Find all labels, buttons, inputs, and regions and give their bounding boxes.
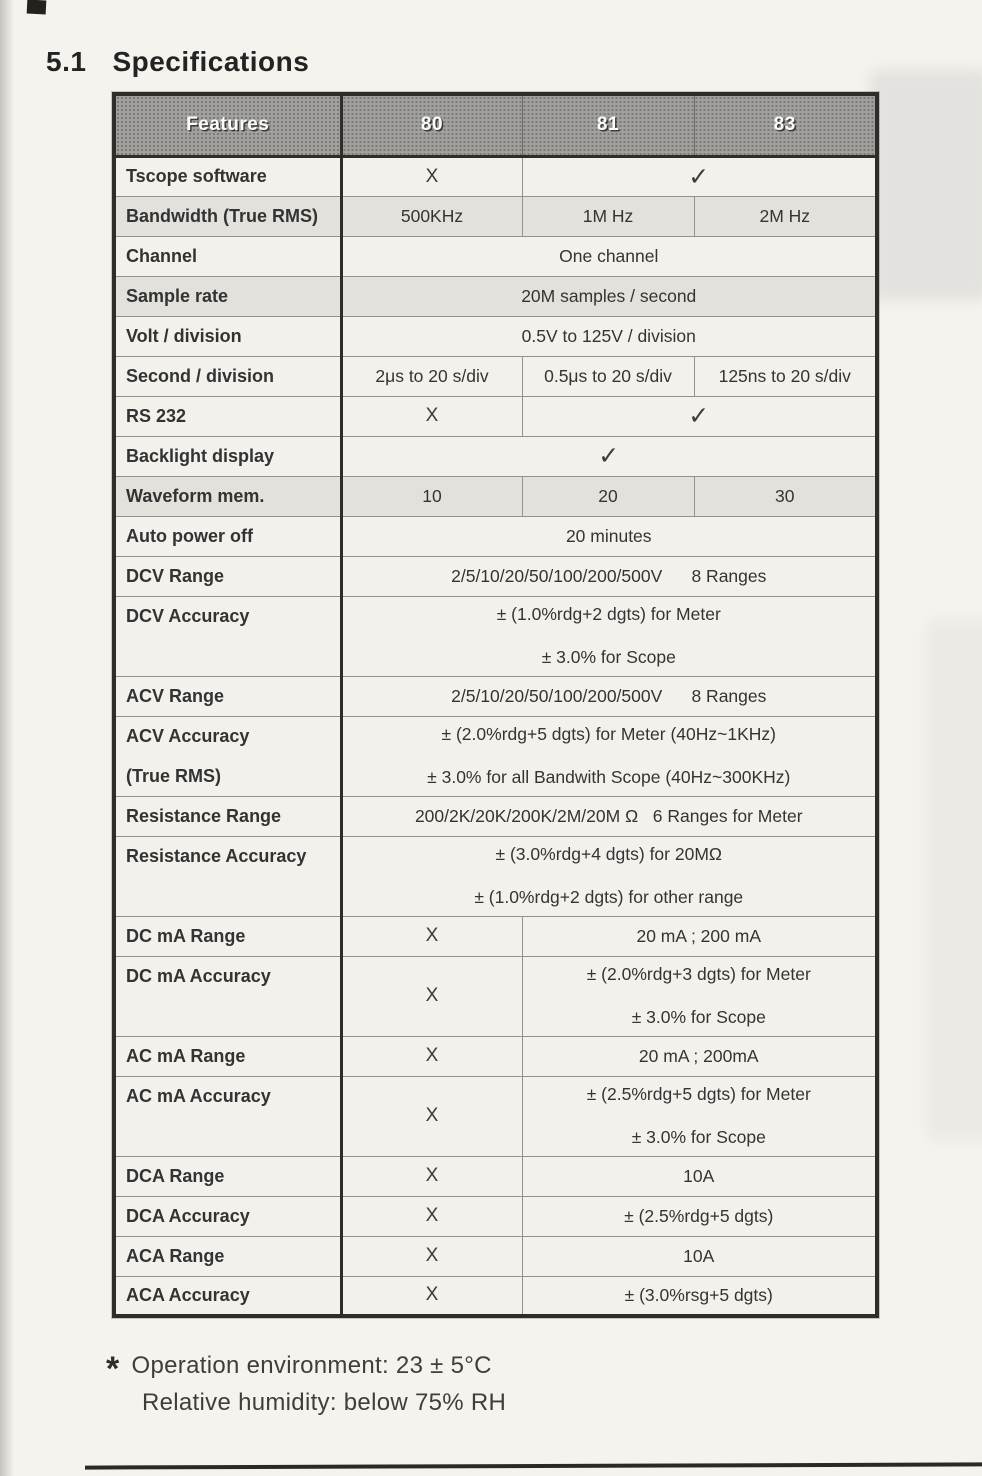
asterisk-marker: *: [106, 1350, 120, 1388]
text-line: 200/2K/20K/200K/2M/20M Ω 6 Ranges for Meter: [414, 805, 803, 826]
spec-value: [341, 476, 522, 516]
text-line: X: [425, 1205, 439, 1226]
text-line: 20M samples / second: [521, 285, 697, 306]
text-line: 20 mA ; 200mA: [638, 1045, 759, 1066]
header-features: Features: [114, 94, 341, 156]
text-line: 125ns to 20 s/div: [718, 365, 851, 386]
table-row: [114, 316, 877, 356]
check-mark: [341, 436, 877, 476]
text-line: ± (3.0%rdg+4 dgts) for 20MΩ: [495, 844, 722, 864]
table-row: [114, 236, 877, 276]
spec-value: [341, 196, 522, 236]
feature-label: [114, 1156, 341, 1196]
text-line: X: [425, 165, 439, 187]
section-name: Specifications: [112, 46, 310, 77]
text-line: 20: [598, 485, 618, 506]
table-row: [114, 596, 877, 676]
spec-value: [341, 676, 877, 716]
text-line: DC mA Accuracy: [126, 965, 271, 986]
table-row: [114, 716, 877, 796]
table-row: [114, 1076, 877, 1156]
text-line: X: [425, 1245, 439, 1266]
not-available-mark: [341, 156, 522, 196]
spec-value: [694, 476, 877, 516]
feature-label: [114, 396, 341, 436]
spec-value: [341, 236, 877, 276]
table-row: [114, 396, 877, 436]
spec-value: [522, 476, 694, 516]
spec-value: [341, 836, 877, 916]
feature-label: [114, 676, 341, 716]
table-row: [114, 676, 877, 716]
spec-value: [694, 356, 877, 396]
text-line: ✓: [688, 162, 710, 191]
text-line: (True RMS): [126, 765, 222, 786]
text-line: AC mA Range: [126, 1045, 246, 1066]
spec-value: [522, 916, 877, 956]
feature-label: [114, 1036, 341, 1076]
text-line: Tscope software: [126, 166, 267, 186]
feature-label: [114, 556, 341, 596]
feature-label: [114, 916, 341, 956]
text-line: ± (1.0%rdg+2 dgts) for Meter: [496, 604, 721, 624]
spec-value: [694, 196, 877, 236]
text-line: Waveform mem.: [126, 485, 265, 506]
text-line: Second / division: [126, 365, 275, 386]
text-line: DCV Range: [126, 565, 225, 586]
feature-label: [114, 356, 341, 396]
table-header-row: [114, 94, 877, 156]
text-line: 1M Hz: [582, 205, 634, 226]
specifications-table: [112, 92, 879, 1318]
scan-artifact-mark: [27, 0, 47, 14]
text-line: 0.5V to 125V / division: [521, 325, 696, 346]
table-row: [114, 1036, 877, 1076]
feature-label: [114, 1276, 341, 1316]
header-model-80: 80: [341, 94, 522, 156]
text-line: 30: [775, 485, 795, 506]
feature-label: [114, 476, 341, 516]
text-line: 2M Hz: [759, 205, 811, 226]
text-line: 10A: [683, 1165, 715, 1186]
feature-label: [114, 716, 341, 796]
feature-label: [114, 156, 341, 196]
footnote-line1-text: Operation environment: 23 ± 5°C: [131, 1352, 492, 1379]
check-mark: [522, 396, 877, 436]
text-line: X: [425, 1105, 439, 1126]
footnote-line2-text: Relative humidity: below 75% RH: [142, 1389, 507, 1416]
text-line: 0.5μs to 20 s/div: [544, 365, 672, 386]
text-line: Sample rate: [126, 285, 229, 306]
text-line: ± 3.0% for all Bandwith Scope (40Hz~300KHz): [427, 767, 791, 787]
not-available-mark: [341, 396, 522, 436]
feature-label: [114, 836, 341, 916]
bleed-through-artifact: [870, 70, 982, 300]
text-line: 10: [422, 485, 442, 506]
not-available-mark: [341, 1036, 522, 1076]
not-available-mark: [341, 956, 522, 1036]
header-model-83: 83: [694, 94, 877, 156]
table-row: [114, 916, 877, 956]
text-line: X: [425, 405, 439, 426]
not-available-mark: [341, 916, 522, 956]
text-line: X: [425, 1045, 439, 1066]
text-line: ✓: [688, 402, 710, 430]
footnote-line-1: [106, 1350, 506, 1388]
text-line: ACV Range: [126, 685, 225, 706]
feature-label: [114, 436, 341, 476]
feature-label: [114, 276, 341, 316]
not-available-mark: [341, 1276, 522, 1316]
table-row: [114, 796, 877, 836]
feature-label: [114, 236, 341, 276]
text-line: Bandwidth (True RMS): [126, 205, 318, 226]
footnote: [106, 1352, 506, 1417]
text-line: Backlight display: [126, 445, 275, 466]
table-row: [114, 276, 877, 316]
text-line: X: [425, 1165, 439, 1186]
text-line: 10A: [683, 1245, 715, 1266]
not-available-mark: [341, 1196, 522, 1236]
spec-value: [522, 1196, 877, 1236]
text-line: DC mA Range: [126, 925, 246, 946]
spec-value: [341, 316, 877, 356]
spec-value: [341, 516, 877, 556]
spec-value: [522, 196, 694, 236]
text-line: Resistance Range: [126, 805, 282, 826]
spec-value: [522, 1276, 877, 1316]
text-line: Resistance Accuracy: [126, 845, 307, 866]
text-line: Channel: [126, 245, 198, 266]
text-line: DCA Accuracy: [126, 1205, 250, 1226]
table-row: [114, 956, 877, 1036]
text-line: ± (1.0%rdg+2 dgts) for other range: [474, 887, 744, 907]
table-row: [114, 556, 877, 596]
text-line: X: [425, 1284, 439, 1306]
text-line: ACV Accuracy: [126, 725, 250, 746]
text-line: DCA Range: [126, 1165, 225, 1186]
not-available-mark: [341, 1076, 522, 1156]
text-line: X: [425, 925, 439, 946]
text-line: Volt / division: [126, 325, 242, 346]
spec-value: [341, 596, 877, 676]
feature-label: [114, 956, 341, 1036]
text-line: 500KHz: [400, 205, 464, 226]
feature-label: [114, 516, 341, 556]
page-bottom-rule: [85, 1462, 982, 1469]
table-row: [114, 1196, 877, 1236]
text-line: AC mA Accuracy: [126, 1085, 271, 1106]
spec-value: [522, 1036, 877, 1076]
table-row: [114, 356, 877, 396]
text-line: 2/5/10/20/50/100/200/500V 8 Ranges: [451, 685, 767, 706]
section-number: 5.1: [46, 46, 87, 77]
spec-value: [341, 276, 877, 316]
text-line: X: [425, 985, 439, 1006]
spec-value: [522, 1156, 877, 1196]
spec-value: [341, 556, 877, 596]
scan-gutter-shadow: [0, 0, 14, 1476]
spec-value: [522, 1236, 877, 1276]
spec-value: [522, 356, 694, 396]
text-line: ± (2.5%rdg+5 dgts) for Meter: [586, 1084, 811, 1104]
text-line: One channel: [559, 245, 659, 266]
text-line: ± (2.0%rdg+5 dgts) for Meter (40Hz~1KHz): [441, 724, 776, 744]
section-title: [46, 46, 309, 78]
spec-value: [341, 356, 522, 396]
bleed-through-artifact: [926, 620, 982, 1140]
table-row: [114, 436, 877, 476]
feature-label: [114, 196, 341, 236]
text-line: 2/5/10/20/50/100/200/500V 8 Ranges: [451, 565, 767, 586]
table-row: [114, 516, 877, 556]
spec-value: [522, 956, 877, 1036]
text-line: ACA Range: [126, 1245, 225, 1266]
not-available-mark: [341, 1236, 522, 1276]
text-line: RS 232: [126, 405, 187, 426]
feature-label: [114, 796, 341, 836]
table-row: [114, 156, 877, 196]
text-line: DCV Accuracy: [126, 605, 250, 626]
table-row: [114, 836, 877, 916]
text-line: ± (3.0%rsg+5 dgts): [624, 1284, 773, 1305]
feature-label: [114, 1076, 341, 1156]
text-line: ± (2.0%rdg+3 dgts) for Meter: [586, 964, 811, 984]
text-line: 20 minutes: [565, 525, 652, 546]
text-line: Auto power off: [126, 525, 253, 546]
feature-label: [114, 316, 341, 356]
text-line: ± (2.5%rdg+5 dgts): [624, 1205, 774, 1226]
text-line: 2μs to 20 s/div: [375, 365, 489, 386]
feature-label: [114, 596, 341, 676]
text-line: ± 3.0% for Scope: [631, 1007, 766, 1027]
spec-value: [522, 1076, 877, 1156]
check-mark: [522, 156, 877, 196]
spec-value: [341, 716, 877, 796]
text-line: ± 3.0% for Scope: [631, 1127, 766, 1147]
table-row: [114, 1276, 877, 1316]
text-line: ✓: [598, 442, 620, 470]
spec-value: [341, 796, 877, 836]
table-row: [114, 1236, 877, 1276]
feature-label: [114, 1236, 341, 1276]
header-model-81: 81: [522, 94, 694, 156]
text-line: ± 3.0% for Scope: [541, 647, 676, 667]
not-available-mark: [341, 1156, 522, 1196]
text-line: ACA Accuracy: [126, 1284, 250, 1305]
table-row: [114, 476, 877, 516]
table-row: [114, 196, 877, 236]
feature-label: [114, 1196, 341, 1236]
text-line: 20 mA ; 200 mA: [636, 925, 761, 946]
table-row: [114, 1156, 877, 1196]
